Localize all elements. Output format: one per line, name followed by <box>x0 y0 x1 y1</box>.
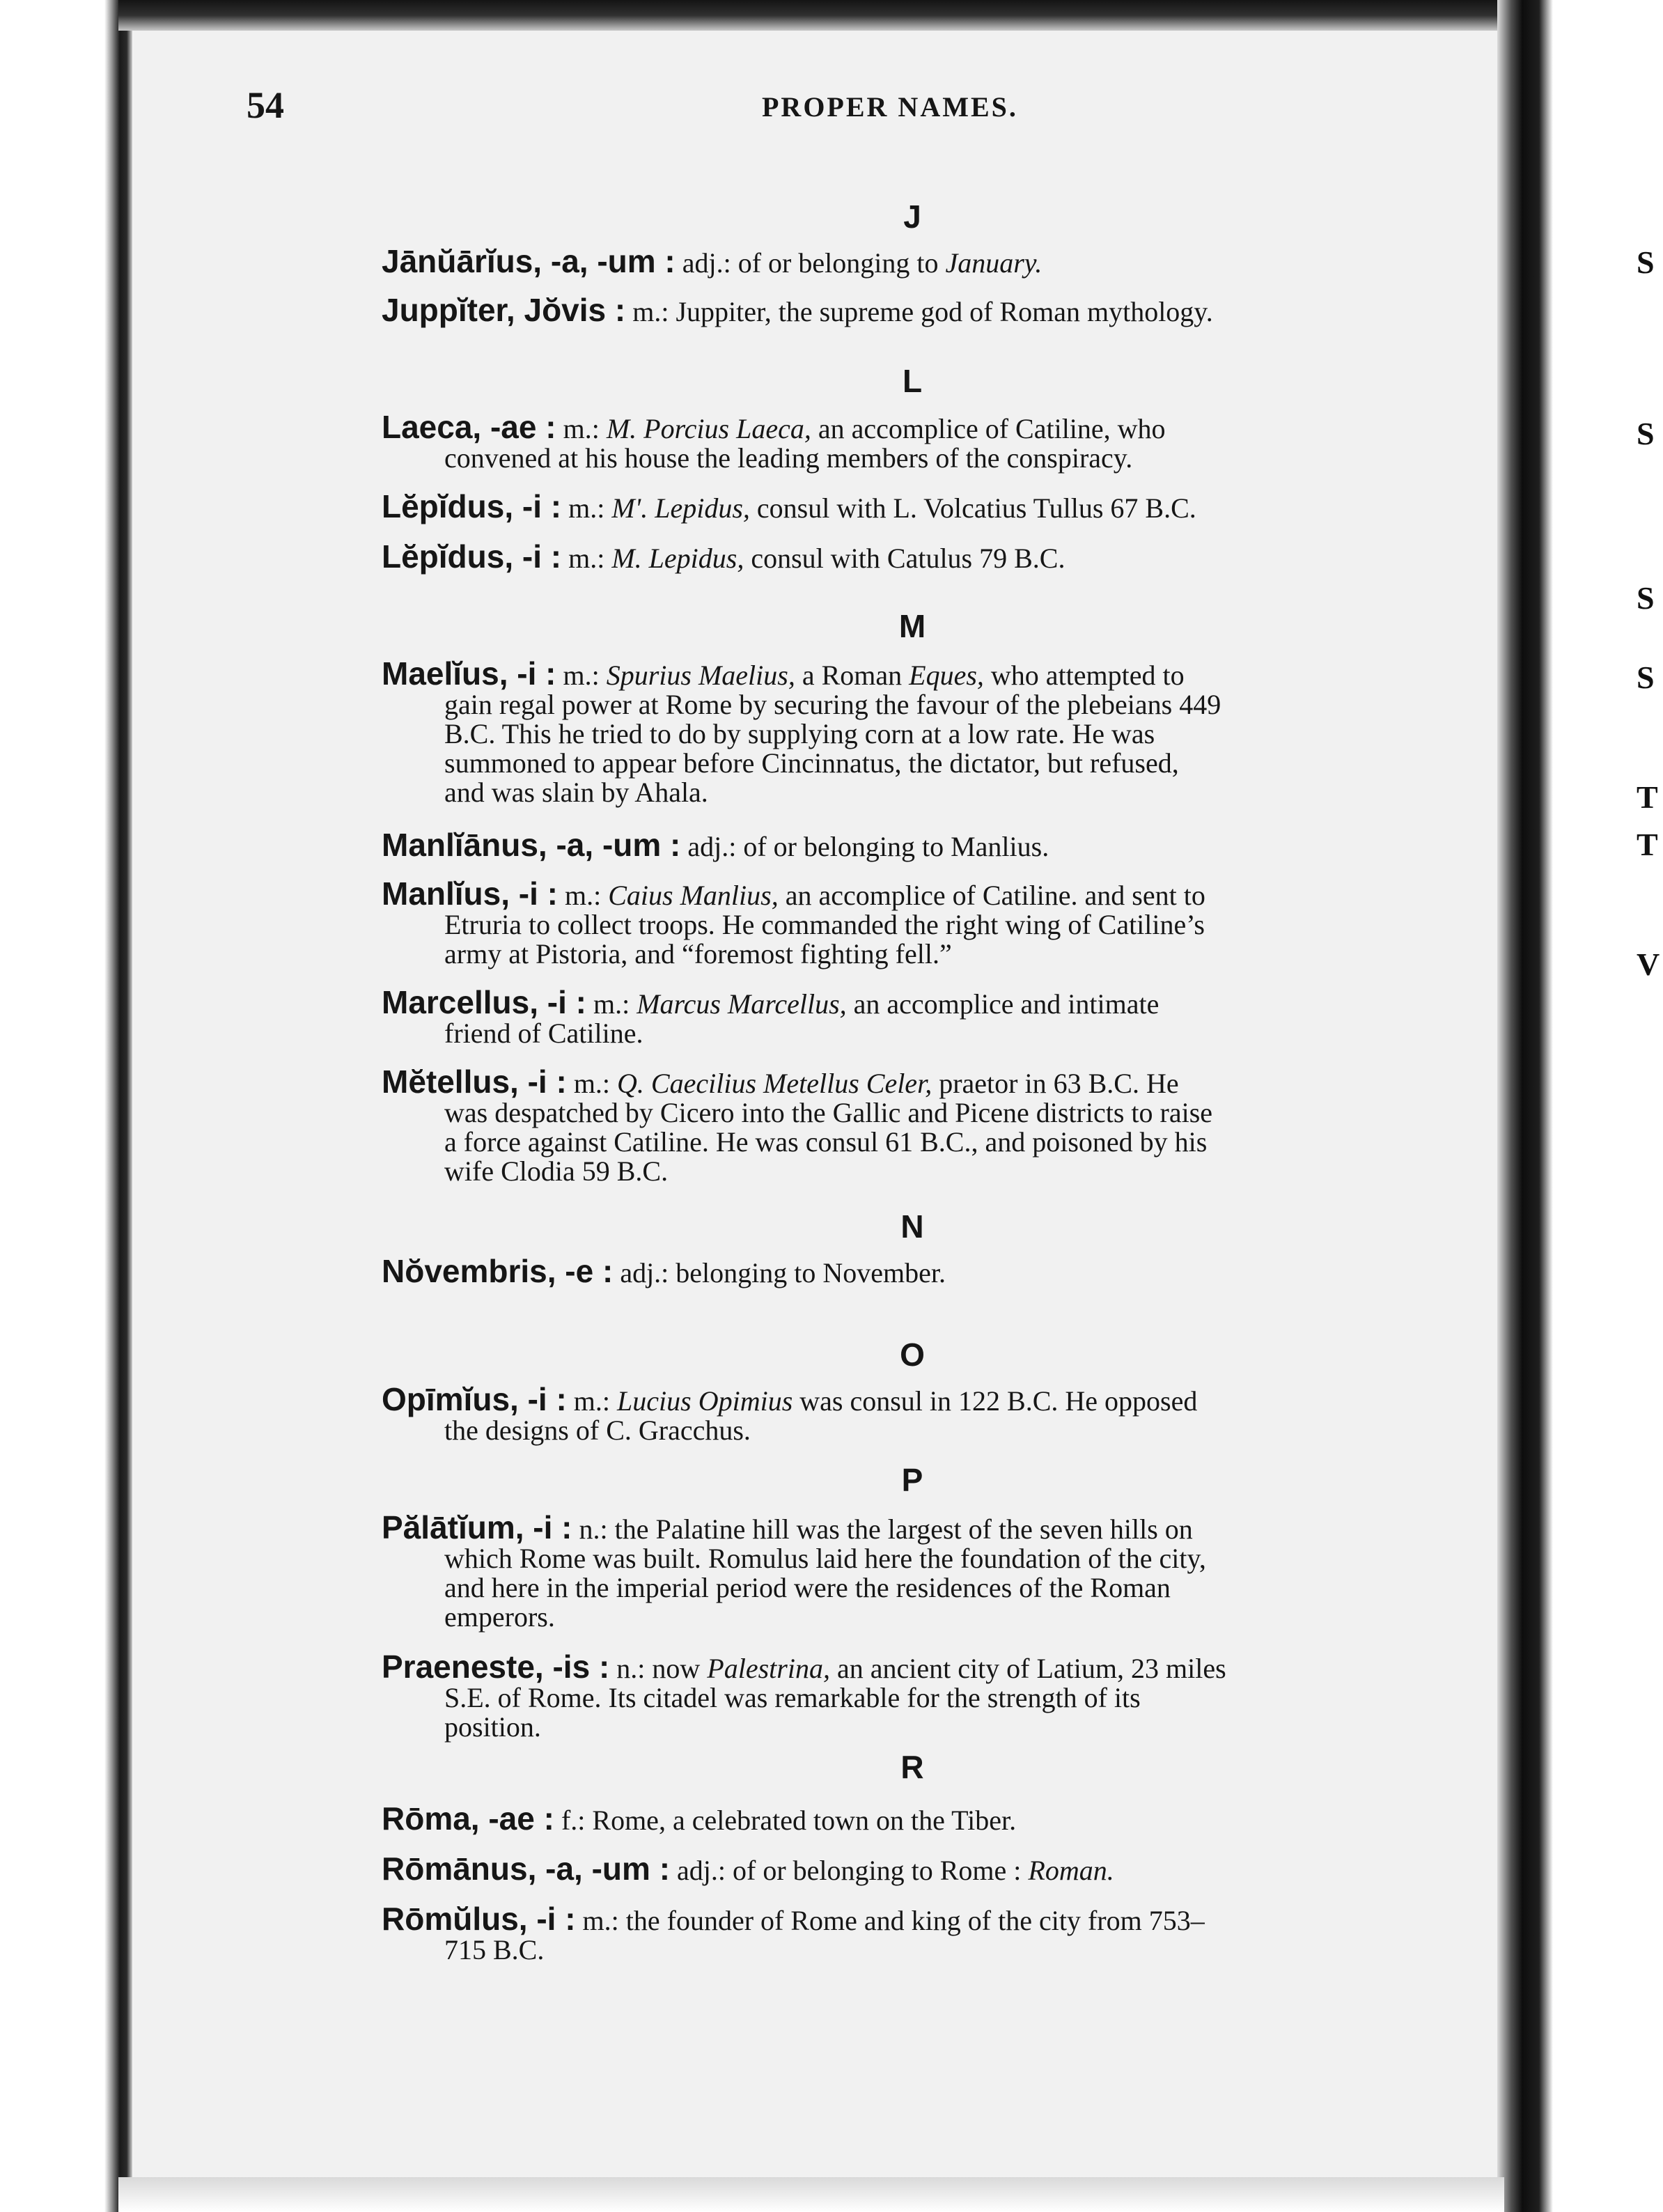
headword: Pălātĭum, -i : <box>382 1509 572 1545</box>
headword: Maelĭus, -i : <box>382 655 556 692</box>
definition-continued: B.C. This he tried to do by supplying corn at a low rate. He was <box>444 718 1155 749</box>
definition: now <box>652 1653 701 1684</box>
entry-manlius <box>382 875 1440 969</box>
entry-palatium <box>382 1509 1440 1633</box>
definition-continued: emperors. <box>444 1601 555 1633</box>
definition-continued: and was slain by Ahala. <box>444 777 708 808</box>
scan-top-edge <box>118 0 1504 31</box>
headword: Juppĭter, Jŏvis : <box>382 292 626 328</box>
definition-italic: Eques, <box>909 660 984 691</box>
headword: Nŏvembris, -e : <box>382 1253 614 1289</box>
definition-italic: M. Porcius Laeca, <box>606 413 811 444</box>
headword: Opīmĭus, -i : <box>382 1381 567 1417</box>
headword: Praeneste, -is : <box>382 1649 610 1685</box>
entry-praeneste <box>382 1649 1440 1743</box>
grammar: m.: <box>563 413 600 444</box>
definition-italic: Marcus Marcellus, <box>637 988 847 1020</box>
definition-italic: Spurius Maelius, <box>606 660 795 691</box>
entry-opimius <box>382 1381 1440 1446</box>
facing-page-edge <box>1553 0 1663 2212</box>
definition-italic: Q. Caecilius Metellus Celer, <box>617 1068 932 1099</box>
definition-continued: Etruria to collect troops. He commanded the right wing of Catiline’s <box>444 909 1205 940</box>
facing-page-letter: S <box>1637 416 1655 451</box>
definition: praetor in 63 B.C. He <box>939 1068 1179 1099</box>
section-letter-r: R <box>900 1749 924 1785</box>
definition-italic: Caius Manlius, <box>608 880 779 911</box>
definition-continued: convened at his house the leading members of the conspiracy. <box>444 442 1133 474</box>
definition-continued: the designs of C. Gracchus. <box>444 1415 751 1446</box>
definition-continued: position. <box>444 1711 541 1743</box>
grammar: adj.: <box>687 831 737 862</box>
section-letter-n: N <box>900 1208 924 1245</box>
grammar: m.: <box>632 296 669 327</box>
scan-left-margin <box>0 0 132 2212</box>
entry-marcellus <box>382 984 1440 1049</box>
facing-page-letter: V <box>1637 947 1660 982</box>
definition: of or belonging to <box>737 247 939 279</box>
headword: Jānŭārĭus, -a, -um : <box>382 243 676 279</box>
entry-manlianus <box>382 827 1440 863</box>
scan-bottom-edge <box>118 2177 1504 2212</box>
headword: Manlĭānus, -a, -um : <box>382 827 681 863</box>
entry-januarius <box>382 243 1440 279</box>
definition-continued: friend of Catiline. <box>444 1018 643 1049</box>
definition-continued: 715 B.C. <box>444 1934 545 1965</box>
definition-continued: and here in the imperial period were the residences of the Roman <box>444 1572 1171 1603</box>
definition: of or belonging to Rome : <box>733 1855 1022 1886</box>
definition-continued: S.E. of Rome. Its citadel was remarkable for the strength of its <box>444 1682 1141 1713</box>
definition: the Palatine hill was the largest of the seven hills on <box>614 1513 1193 1545</box>
definition-italic: Palestrina, <box>707 1653 830 1684</box>
definition: an accomplice and intimate <box>853 988 1160 1020</box>
entry-laeca <box>382 409 1440 474</box>
section-letter-o: O <box>900 1337 925 1373</box>
entry-maelius <box>382 655 1440 808</box>
definition-italic: January. <box>945 247 1043 279</box>
definition-continued: was despatched by Cicero into the Gallic and Picene districts to raise <box>444 1097 1213 1128</box>
headword: Marcellus, -i : <box>382 984 586 1020</box>
facing-page-letter: T <box>1637 779 1658 815</box>
grammar: m.: <box>568 492 605 524</box>
definition: of or belonging to Manlius. <box>743 831 1049 862</box>
definition: an ancient city of Latium, 23 miles <box>836 1653 1226 1684</box>
definition-italic: Lucius Opimius <box>617 1385 793 1417</box>
entry-novembris <box>382 1253 1440 1289</box>
definition-continued: summoned to appear before Cincinnatus, the dictator, but refused, <box>444 747 1179 779</box>
entry-metellus <box>382 1064 1440 1187</box>
grammar: n.: <box>616 1653 646 1684</box>
definition: Rome, a celebrated town on the Tiber. <box>592 1805 1017 1836</box>
entry-lepidus-2 <box>382 538 1440 575</box>
grammar: m.: <box>573 1068 611 1099</box>
facing-page-letter: S <box>1637 244 1655 280</box>
definition: an accomplice of Catiline. and sent to <box>785 880 1205 911</box>
definition: consul with L. Volcatius Tullus 67 B.C. <box>756 492 1196 524</box>
definition-continued: which Rome was built. Romulus laid here the foundation of the city, <box>444 1543 1206 1574</box>
grammar: m.: <box>568 543 605 574</box>
facing-page-letter: S <box>1637 660 1655 695</box>
grammar: adj.: <box>682 247 731 279</box>
facing-page-letter: S <box>1637 580 1655 616</box>
headword: Lĕpĭdus, -i : <box>382 538 562 575</box>
grammar: m.: <box>563 660 600 691</box>
grammar: n.: <box>579 1513 608 1545</box>
definition: consul with Catulus 79 B.C. <box>751 543 1065 574</box>
definition: the founder of Rome and king of the city from 753– <box>625 1905 1205 1936</box>
grammar: m.: <box>593 988 630 1020</box>
headword: Manlĭus, -i : <box>382 875 558 912</box>
grammar: adj.: <box>677 1855 726 1886</box>
book-gutter <box>1497 0 1553 2212</box>
section-letter-m: M <box>898 608 926 644</box>
definition: who attempted to <box>990 660 1185 691</box>
entry-romanus <box>382 1851 1440 1887</box>
page-header <box>247 84 1430 139</box>
headword: Mĕtellus, -i : <box>382 1064 567 1100</box>
facing-page-letter: T <box>1637 827 1658 862</box>
headword: Laeca, -ae : <box>382 409 556 445</box>
grammar: m.: <box>565 880 602 911</box>
definition: Juppiter, the supreme god of Roman mythology. <box>676 296 1213 327</box>
entry-romulus <box>382 1901 1440 1965</box>
definition-continued: a force against Catiline. He was consul 61 B.C., and poisoned by his <box>444 1126 1208 1158</box>
section-letter-p: P <box>901 1462 923 1498</box>
definition-continued: army at Pistoria, and “foremost fighting fell.” <box>444 938 952 969</box>
definition-continued: gain regal power at Rome by securing the favour of the plebeians 449 <box>444 689 1221 720</box>
definition: a Roman <box>802 660 903 691</box>
definition-continued: wife Clodia 59 B.C. <box>444 1155 669 1187</box>
grammar: m.: <box>582 1905 619 1936</box>
grammar: f.: <box>561 1805 586 1836</box>
running-head: PROPER NAMES. <box>762 91 1018 123</box>
definition: belonging to November. <box>676 1257 946 1288</box>
headword: Lĕpĭdus, -i : <box>382 488 562 524</box>
definition-italic: Roman. <box>1028 1855 1114 1886</box>
definition-italic: M'. Lepidus, <box>611 492 750 524</box>
definition: an accomplice of Catiline, who <box>818 413 1166 444</box>
grammar: m.: <box>573 1385 611 1417</box>
grammar: adj.: <box>620 1257 669 1288</box>
entry-lepidus-1 <box>382 488 1440 524</box>
section-letter-j: J <box>903 198 921 235</box>
headword: Rōma, -ae : <box>382 1800 554 1837</box>
page-number: 54 <box>247 84 284 126</box>
definition: was consul in 122 B.C. He opposed <box>799 1385 1198 1417</box>
definition-italic: M. Lepidus, <box>611 543 744 574</box>
section-letter-l: L <box>902 363 923 399</box>
entry-roma <box>382 1800 1440 1837</box>
headword: Rōmānus, -a, -um : <box>382 1851 671 1887</box>
entry-juppiter <box>382 292 1440 328</box>
headword: Rōmŭlus, -i : <box>382 1901 576 1937</box>
